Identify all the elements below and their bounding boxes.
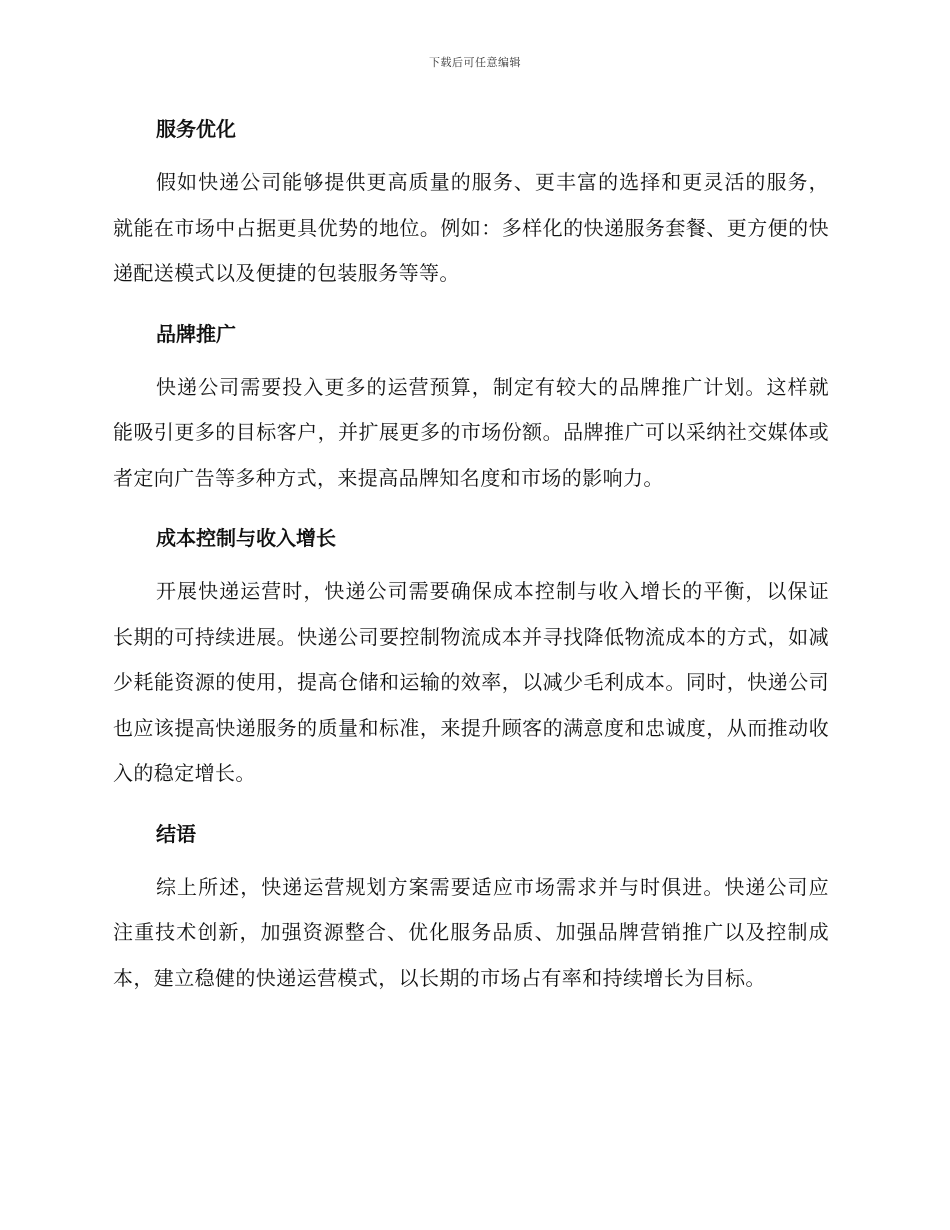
section-paragraph-cost-control: 开展快递运营时，快递公司需要确保成本控制与收入增长的平衡，以保证长期的可持续进展。快递公司要控制物流成本并寻找降低物流成本的方式，如减少耗能资源的使用，提高仓储和运输的效率，以减少毛利成本。同时，快递公司也应该提高快递服务的质量和标准，来提升顾客的满意度和忠诚度，从而推动收入的稳定增长。 [113, 579, 829, 785]
section-heading-service-optimization: 服务优化 [156, 117, 236, 141]
page-header-note: 下载后可任意编辑 [429, 56, 521, 69]
section-heading-conclusion: 结语 [156, 821, 196, 846]
section-heading-brand-promotion: 品牌推广 [156, 321, 236, 346]
section-paragraph-service-optimization: 假如快递公司能够提供更高质量的服务、更丰富的选择和更灵活的服务，就能在市场中占据更具优势的地位。例如：多样化的快递服务套餐、更方便的快递配送模式以及便捷的包装服务等等。 [113, 170, 829, 285]
section-paragraph-brand-promotion: 快递公司需要投入更多的运营预算，制定有较大的品牌推广计划。这样就能吸引更多的目标客户，并扩展更多的市场份额。品牌推广可以采纳社交媒体或者定向广告等多种方式，来提高品牌知名度和市场的影响力。 [113, 374, 829, 490]
section-paragraph-conclusion: 综上所述，快递运营规划方案需要适应市场需求并与时俱进。快递公司应注重技术创新，加强资源整合、优化服务品质、加强品牌营销推广以及控制成本，建立稳健的快递运营模式，以长期的市场占有率和持续增长为目标。 [113, 874, 829, 990]
section-heading-cost-control: 成本控制与收入增长 [156, 526, 336, 550]
document-body [113, 112, 829, 1021]
